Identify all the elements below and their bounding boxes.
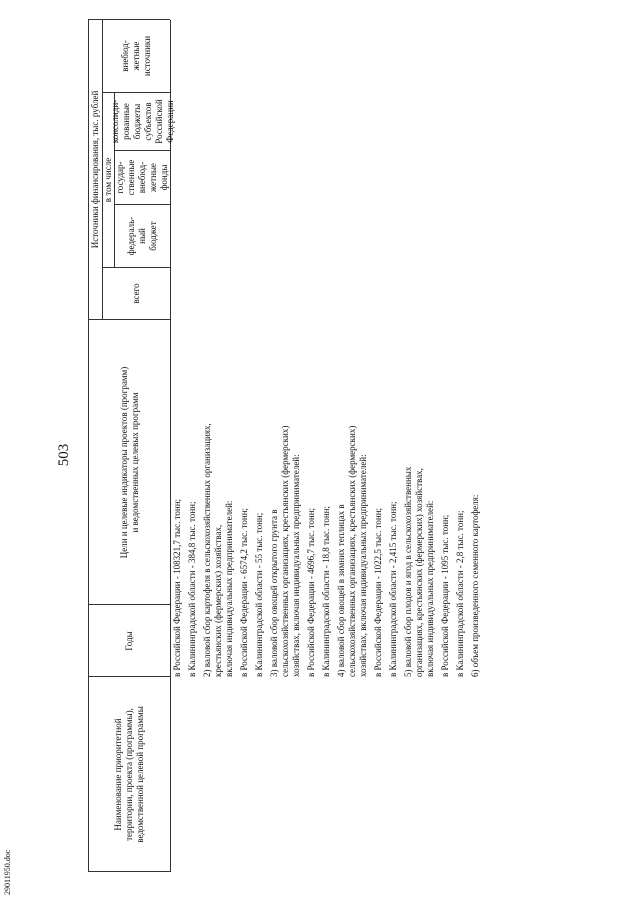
- indicator-item: 6) объем произведенного семенного картофеля:: [470, 494, 480, 677]
- header-name: Наименование приоритетной территории, проекта (программы), ведомственной целевой программы: [113, 706, 145, 843]
- indicator-item: 3) валовой сбор овощей открытого грунта в сельскохозяйственных организациях, крестьянских (фермерских) хозяйствах, включая индивидуальных предпринимателей:: [269, 425, 301, 677]
- indicator-item: в Калининградской области - 18,8 тыс. тонн;: [321, 506, 331, 677]
- header-regional: консолиди- рованные бюджеты субъектов Российской Федерации: [109, 99, 175, 144]
- header-funding: Источники финансирования, тыс. рублей: [90, 90, 100, 249]
- indicator-item: в Российской Федерации - 1022,5 тыс. тонн;: [373, 507, 383, 677]
- header-total: всего: [131, 283, 141, 304]
- indicator-item: 2) валовой сбор картофеля в сельскохозяйственных организациях, крестьянских (фермерских) хозяйствах, включая индивидуальных предпринимателей:: [202, 423, 234, 677]
- col-line-1: [88, 871, 170, 872]
- document-reference: 29011950.doc: [3, 849, 12, 895]
- header-extrabudget: внебюд- жетные источники: [120, 35, 152, 77]
- header-goals: Цели и целевые индикаторы проектов (программ) и ведомственных целевых программ: [118, 366, 140, 559]
- header-federal: федераль- ный бюджет: [126, 216, 158, 256]
- indicator-item: в Калининградской области - 2,415 тыс. тонн;: [388, 501, 398, 677]
- indicator-list: [172, 321, 485, 677]
- indicator-item: в Российской Федерации - 108321,7 тыс. тонн;: [172, 498, 182, 677]
- indicator-item: в Калининградской области - 55 тыс. тонн;: [254, 512, 264, 677]
- indicator-item: в Российской Федерации - 1095 тыс. тонн;: [440, 514, 450, 677]
- header-including: в том числе: [103, 157, 113, 203]
- indicator-item: в Калининградской области - 2,8 тыс. тонн;: [455, 510, 465, 677]
- col-line-2: [88, 676, 170, 677]
- indicator-item: в Калининградской области - 384,8 тыс. тонн;: [187, 501, 197, 677]
- page-number: 503: [56, 443, 72, 467]
- indicator-item: 5) валовой сбор плодов и ягод в сельскохозяйственных организациях, крестьянских (фермерских) хозяйствах, включая индивидуальных предпринимателей:: [403, 466, 435, 677]
- col-line-3: [88, 604, 170, 605]
- header-years: Годы: [124, 631, 134, 651]
- col-line-4: [88, 319, 170, 320]
- header-state-funds: государ- ственные внебюд- жетные фонды: [115, 159, 169, 196]
- indicator-item: 4) валовой сбор овощей в зимних теплицах в сельскохозяйственных организациях, крестьянских (фермерских) хозяйствах, включая индивидуальных предпринимателей:: [336, 425, 368, 677]
- indicator-item: в Российской Федерации - 4696,7 тыс. тонн;: [306, 507, 316, 677]
- table-header-bottom-line: [170, 20, 171, 872]
- indicator-item: в Российской Федерации - 6574,2 тыс. тонн;: [239, 507, 249, 677]
